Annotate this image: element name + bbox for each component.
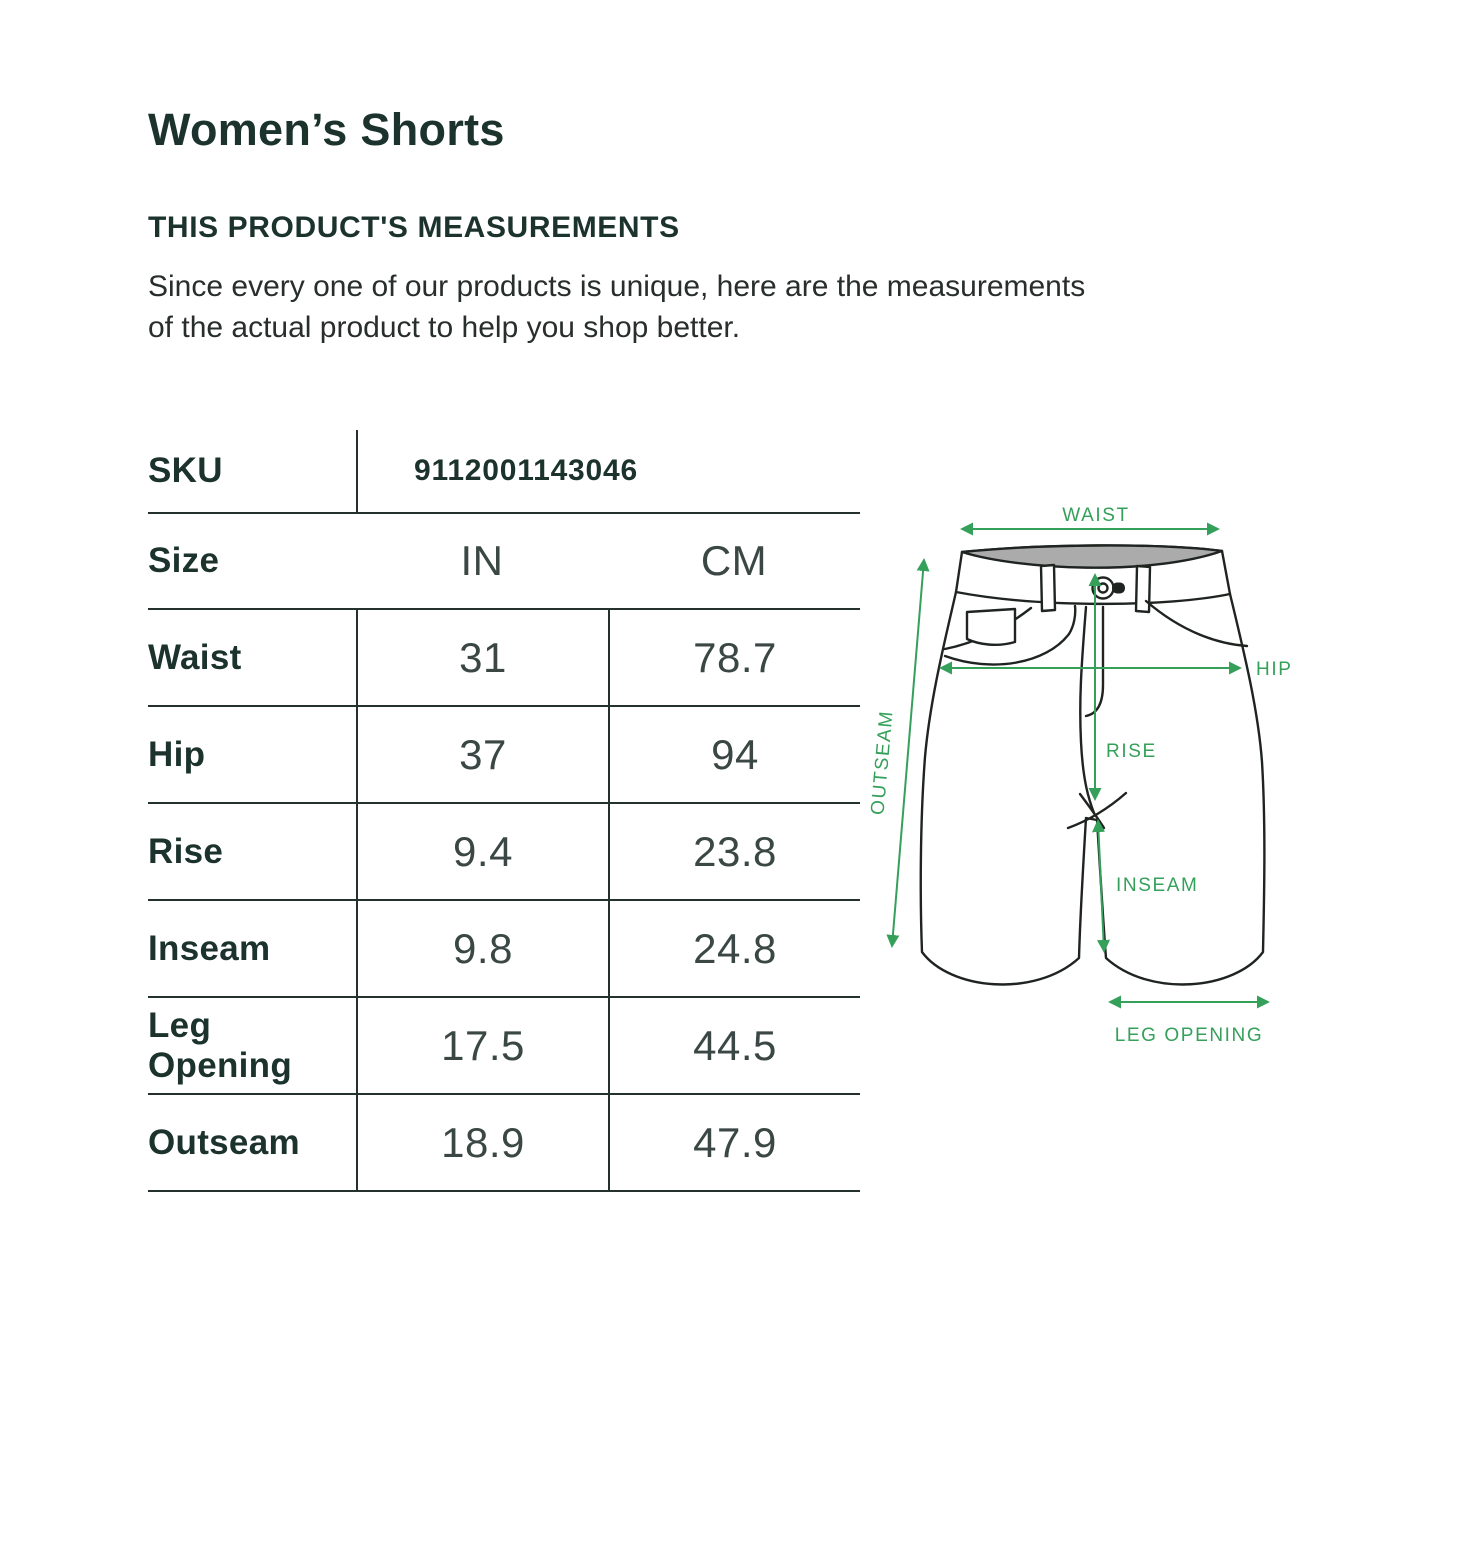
row-label: Outseam bbox=[148, 1122, 300, 1162]
intro-line-1: Since every one of our products is unique, here are the measurements bbox=[148, 270, 1086, 303]
row-value-in: 18.9 bbox=[356, 1095, 608, 1190]
hip-label: HIP bbox=[1256, 659, 1293, 680]
sku-value: 9112001143046 bbox=[356, 430, 860, 512]
row-value-in: 9.8 bbox=[356, 901, 608, 996]
table-row-inseam bbox=[148, 901, 860, 998]
row-value-cm: 24.8 bbox=[608, 901, 860, 996]
page-title: Women’s Shorts bbox=[148, 104, 505, 155]
intro-line-2: of the actual product to help you shop better. bbox=[148, 311, 741, 344]
table-row-leg-opening bbox=[148, 998, 860, 1095]
coin-pocket bbox=[967, 609, 1015, 645]
inseam-label: INSEAM bbox=[1116, 875, 1199, 896]
row-value-in: 17.5 bbox=[356, 998, 608, 1093]
outseam-arrow bbox=[892, 560, 924, 946]
measurements-table bbox=[148, 430, 860, 1192]
size-label: Size bbox=[148, 541, 220, 580]
unit-header-cm: CM bbox=[700, 537, 768, 584]
table-row-hip bbox=[148, 707, 860, 804]
row-value-cm: 78.7 bbox=[608, 610, 860, 705]
shorts-illustration bbox=[921, 545, 1265, 984]
size-header-row bbox=[148, 514, 860, 610]
belt-loop-left bbox=[1041, 565, 1055, 611]
row-value-in: 37 bbox=[356, 707, 608, 802]
sku-row bbox=[148, 430, 860, 514]
row-value-cm: 23.8 bbox=[608, 804, 860, 899]
row-value-cm: 94 bbox=[608, 707, 860, 802]
row-value-cm: 44.5 bbox=[608, 998, 860, 1093]
intro-text bbox=[148, 266, 1085, 348]
waist-label: WAIST bbox=[1062, 505, 1130, 526]
leg-opening-label: LEG OPENING bbox=[1114, 1025, 1264, 1046]
row-label: Rise bbox=[148, 831, 224, 871]
button-tab bbox=[1112, 583, 1125, 594]
row-value-in: 9.4 bbox=[356, 804, 608, 899]
table-row-outseam bbox=[148, 1095, 860, 1192]
table-row-rise bbox=[148, 804, 860, 901]
outseam-label: OUTSEAM bbox=[867, 709, 898, 816]
row-label: Inseam bbox=[148, 928, 271, 968]
sku-label: SKU bbox=[148, 451, 223, 490]
shorts-measurement-diagram bbox=[855, 475, 1325, 1065]
section-heading: THIS PRODUCT'S MEASUREMENTS bbox=[148, 211, 680, 244]
unit-header-in: IN bbox=[460, 537, 504, 584]
row-label: Waist bbox=[148, 637, 242, 677]
row-value-in: 31 bbox=[356, 610, 608, 705]
rise-label: RISE bbox=[1106, 741, 1157, 762]
belt-loop-right bbox=[1136, 566, 1150, 612]
row-label: Leg Opening bbox=[148, 1005, 293, 1085]
table-row-waist bbox=[148, 610, 860, 707]
row-value-cm: 47.9 bbox=[608, 1095, 860, 1190]
row-label: Hip bbox=[148, 734, 206, 774]
